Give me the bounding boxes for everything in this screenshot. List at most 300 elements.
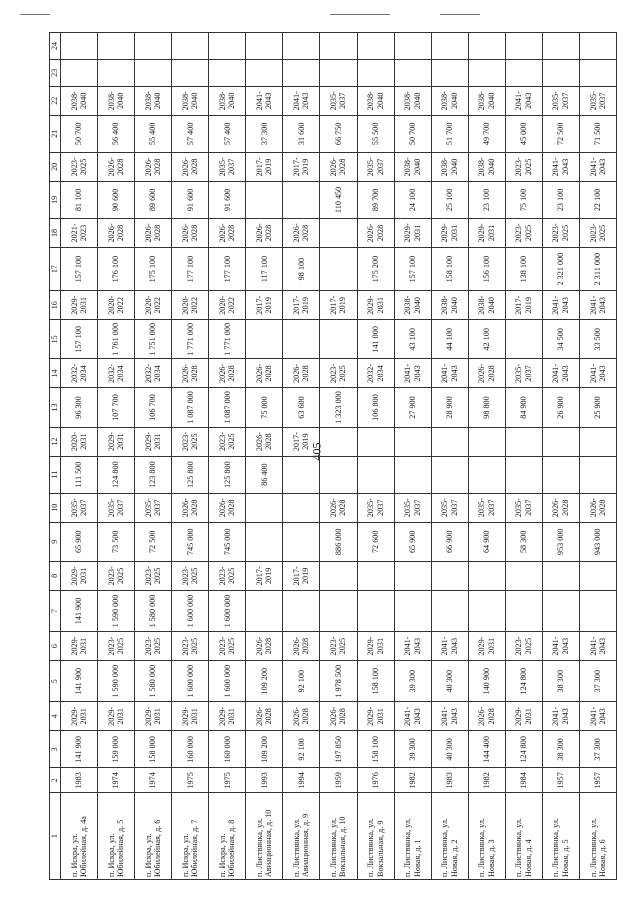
table-row — [431, 33, 468, 880]
column-header: 19 — [50, 181, 61, 218]
table-row — [468, 33, 505, 880]
table-cell: 1 580 000 — [135, 590, 172, 631]
table-cell: 2026-2028 — [320, 152, 357, 181]
table-cell: 125 800 — [172, 456, 209, 493]
table-cell — [283, 522, 320, 561]
table-cell: 123 800 — [135, 456, 172, 493]
address-cell: п. Листвянка, ул. Авиационная, д. 10 — [246, 793, 283, 880]
table-cell — [468, 427, 505, 456]
table-cell — [579, 456, 616, 493]
table-cell — [431, 590, 468, 631]
table-cell: 2026-2028 — [172, 493, 209, 522]
table-cell: 37 300 — [579, 661, 616, 702]
table-cell — [61, 59, 98, 86]
address-cell: п. Искра, ул. Юбилейная, д. 8 — [209, 793, 246, 880]
table-cell: 2041-2043 — [542, 702, 579, 731]
table-cell: 2023-2025 — [135, 632, 172, 661]
scan-artifact-line — [20, 14, 50, 15]
column-header: 2 — [50, 768, 61, 793]
table-cell: 2041-2043 — [394, 359, 431, 388]
table-cell: 2026-2028 — [283, 632, 320, 661]
table-cell: 2026-2028 — [246, 359, 283, 388]
table-cell — [542, 456, 579, 493]
table-cell: 2038-2040 — [357, 86, 394, 115]
table-cell: 2041-2043 — [579, 152, 616, 181]
table-cell: 2023-2025 — [542, 218, 579, 247]
table-cell: 2038-2040 — [172, 86, 209, 115]
table-cell: 2029-2031 — [61, 291, 98, 320]
table-cell: 1993 — [246, 768, 283, 793]
table-cell: 2038-2040 — [394, 152, 431, 181]
address-cell: п. Искра, ул. Юбилейная, д. 5 — [98, 793, 135, 880]
table-cell: 2038-2040 — [135, 86, 172, 115]
table-cell: 2038-2040 — [394, 86, 431, 115]
table-cell: 2041-2043 — [394, 702, 431, 731]
table-cell: 34 500 — [542, 320, 579, 359]
table-cell: 2026-2028 — [357, 218, 394, 247]
table-cell: 91 600 — [209, 181, 246, 218]
table-cell: 58 300 — [505, 522, 542, 561]
table-cell: 2026-2028 — [98, 152, 135, 181]
table-cell: 2038-2040 — [209, 86, 246, 115]
table-cell — [505, 590, 542, 631]
table-cell: 2023-2025 — [209, 632, 246, 661]
table-cell: 71 500 — [579, 115, 616, 152]
table-cell: 1 751 000 — [135, 320, 172, 359]
table-cell: 175 200 — [357, 247, 394, 290]
column-header: 9 — [50, 522, 61, 561]
table-cell: 2023-2025 — [209, 561, 246, 590]
table-cell: 2026-2028 — [135, 152, 172, 181]
table-cell — [431, 456, 468, 493]
table-cell — [468, 590, 505, 631]
table-cell — [246, 59, 283, 86]
table-cell: 745 000 — [172, 522, 209, 561]
table-cell — [283, 59, 320, 86]
table-cell — [579, 59, 616, 86]
table-cell — [320, 33, 357, 60]
table-cell: 1 771 000 — [209, 320, 246, 359]
table-cell: 23 100 — [468, 181, 505, 218]
table-cell: 106 800 — [357, 388, 394, 427]
table-cell: 2026-2028 — [468, 359, 505, 388]
table-cell: 2020-2022 — [135, 291, 172, 320]
table-cell: 1982 — [394, 768, 431, 793]
table-cell: 745 000 — [209, 522, 246, 561]
table-cell: 110 450 — [320, 181, 357, 218]
table-cell: 1975 — [209, 768, 246, 793]
table-cell: 1957 — [542, 768, 579, 793]
table-row — [172, 33, 209, 880]
table-cell: 2026-2028 — [172, 152, 209, 181]
column-header: 16 — [50, 291, 61, 320]
table-cell: 2035-2037 — [505, 493, 542, 522]
table-cell: 37 300 — [579, 731, 616, 768]
table-cell: 2041-2043 — [579, 359, 616, 388]
table-cell — [505, 561, 542, 590]
column-header: 23 — [50, 59, 61, 86]
table-cell — [431, 59, 468, 86]
address-cell: п. Искра, ул. Юбилейная, д. 4а — [61, 793, 98, 880]
table-cell: 2026-2028 — [209, 218, 246, 247]
table-cell: 177 100 — [172, 247, 209, 290]
table-cell: 2026-2028 — [283, 218, 320, 247]
table-cell: 98 100 — [283, 247, 320, 290]
table-cell: 2029-2031 — [172, 702, 209, 731]
table-cell: 158 000 — [135, 731, 172, 768]
table-cell: 175 100 — [135, 247, 172, 290]
table-cell: 2023-2025 — [209, 427, 246, 456]
table-cell: 98 800 — [468, 388, 505, 427]
table-cell: 1976 — [357, 768, 394, 793]
table-cell: 65 900 — [61, 522, 98, 561]
table-cell: 2020-2022 — [172, 291, 209, 320]
table-cell — [283, 33, 320, 60]
table-cell — [357, 456, 394, 493]
table-cell: 2017-2019 — [246, 561, 283, 590]
table-cell: 42 100 — [468, 320, 505, 359]
table-cell: 2035-2037 — [468, 493, 505, 522]
table-cell: 2017-2019 — [283, 291, 320, 320]
column-header: 8 — [50, 561, 61, 590]
column-header: 3 — [50, 731, 61, 768]
table-cell: 886 000 — [320, 522, 357, 561]
column-header: 21 — [50, 115, 61, 152]
table-cell — [542, 33, 579, 60]
table-cell — [135, 33, 172, 60]
table-cell: 140 900 — [468, 661, 505, 702]
table-cell: 2026-2028 — [283, 702, 320, 731]
table-cell: 2041-2043 — [431, 359, 468, 388]
table-cell — [431, 561, 468, 590]
table-cell — [320, 59, 357, 86]
table-cell — [357, 561, 394, 590]
table-cell: 2041-2043 — [542, 291, 579, 320]
table-row — [246, 33, 283, 880]
table-row — [394, 33, 431, 880]
rotated-table-frame — [49, 32, 617, 880]
table-cell: 2029-2031 — [357, 702, 394, 731]
table-cell: 2023-2025 — [135, 561, 172, 590]
table-cell — [246, 590, 283, 631]
table-cell: 2 321 000 — [542, 247, 579, 290]
table-row — [357, 33, 394, 880]
table-cell: 43 100 — [394, 320, 431, 359]
table-cell — [579, 427, 616, 456]
table-cell: 2026-2028 — [320, 493, 357, 522]
table-cell: 64 900 — [468, 522, 505, 561]
table-cell: 2023-2025 — [172, 561, 209, 590]
table-cell: 2026-2028 — [246, 632, 283, 661]
table-cell — [283, 320, 320, 359]
table-cell: 2032-2034 — [98, 359, 135, 388]
table-cell: 141 900 — [61, 731, 98, 768]
column-header: 20 — [50, 152, 61, 181]
table-cell: 117 100 — [246, 247, 283, 290]
table-cell — [542, 590, 579, 631]
column-header: 10 — [50, 493, 61, 522]
table-cell: 1974 — [135, 768, 172, 793]
table-cell: 2026-2028 — [246, 427, 283, 456]
table-cell: 1 580 000 — [135, 661, 172, 702]
table-cell: 2029-2031 — [98, 702, 135, 731]
table-cell: 1994 — [283, 768, 320, 793]
table-cell: 2035-2037 — [135, 493, 172, 522]
table-cell — [394, 590, 431, 631]
table-cell — [283, 181, 320, 218]
table-cell — [468, 561, 505, 590]
table-cell: 1 590 000 — [98, 590, 135, 631]
table-cell: 197 850 — [320, 731, 357, 768]
table-cell: 158 100 — [357, 731, 394, 768]
table-cell: 2038-2040 — [431, 86, 468, 115]
table-cell: 157 100 — [394, 247, 431, 290]
table-cell: 160 000 — [172, 731, 209, 768]
table-cell: 138 100 — [505, 247, 542, 290]
table-cell: 2017-2019 — [283, 561, 320, 590]
column-header: 1 — [50, 793, 61, 880]
table-cell — [579, 561, 616, 590]
table-cell: 28 900 — [431, 388, 468, 427]
table-cell: 2026-2028 — [172, 359, 209, 388]
table-cell: 26 900 — [542, 388, 579, 427]
table-cell: 40 300 — [431, 661, 468, 702]
table-cell: 158 100 — [431, 247, 468, 290]
table-cell — [246, 33, 283, 60]
table-cell: 1983 — [431, 768, 468, 793]
table-cell: 2026-2028 — [542, 493, 579, 522]
table-cell: 2023-2025 — [98, 561, 135, 590]
table-cell: 84 900 — [505, 388, 542, 427]
table-cell — [505, 33, 542, 60]
table-cell: 109 200 — [246, 661, 283, 702]
table-cell: 2029-2031 — [468, 632, 505, 661]
table-cell: 124 800 — [505, 731, 542, 768]
table-cell — [394, 561, 431, 590]
table-cell — [320, 590, 357, 631]
table-cell — [468, 33, 505, 60]
table-cell: 2041-2043 — [542, 632, 579, 661]
column-header: 18 — [50, 218, 61, 247]
table-cell — [320, 456, 357, 493]
table-cell: 2026-2028 — [283, 359, 320, 388]
table-cell — [542, 561, 579, 590]
table-cell: 2035-2037 — [394, 493, 431, 522]
table-cell: 50 700 — [61, 115, 98, 152]
table-cell: 2041-2043 — [579, 291, 616, 320]
table-cell: 160 000 — [209, 731, 246, 768]
table-cell: 2023-2025 — [172, 427, 209, 456]
table-cell: 2035-2037 — [542, 86, 579, 115]
table-cell — [320, 320, 357, 359]
table-cell: 2029-2031 — [468, 218, 505, 247]
table-cell: 1975 — [172, 768, 209, 793]
scan-artifact-line — [330, 14, 390, 15]
table-cell — [505, 320, 542, 359]
table-cell: 2041-2043 — [579, 632, 616, 661]
table-cell: 86 400 — [246, 456, 283, 493]
address-cell: п. Листвянка, ул. Новая, д. 2 — [431, 793, 468, 880]
table-cell: 23 100 — [542, 181, 579, 218]
table-cell: 2035-2037 — [431, 493, 468, 522]
table-cell: 75 000 — [246, 388, 283, 427]
table-cell: 2017-2019 — [283, 427, 320, 456]
table-cell: 45 000 — [505, 115, 542, 152]
table-cell: 24 100 — [394, 181, 431, 218]
table-cell: 159 000 — [98, 731, 135, 768]
table-cell: 2026-2028 — [320, 702, 357, 731]
table-cell: 2041-2043 — [542, 152, 579, 181]
table-cell: 90 600 — [98, 181, 135, 218]
table-cell — [357, 590, 394, 631]
table-row — [579, 33, 616, 880]
table-cell: 2029-2031 — [135, 702, 172, 731]
table-cell: 2035-2037 — [579, 86, 616, 115]
table-row — [320, 33, 357, 880]
table-cell — [209, 33, 246, 60]
table-cell — [505, 456, 542, 493]
table-cell: 2023-2025 — [98, 632, 135, 661]
table-cell: 2038-2040 — [431, 152, 468, 181]
table-cell: 1 978 500 — [320, 661, 357, 702]
table-cell: 2029-2031 — [394, 218, 431, 247]
table-cell: 141 900 — [61, 661, 98, 702]
table-cell: 106 700 — [135, 388, 172, 427]
address-cell: п. Листвянка, ул. Новая, д. 5 — [542, 793, 579, 880]
table-cell: 2038-2040 — [468, 152, 505, 181]
table-row — [209, 33, 246, 880]
table-cell: 1 087 000 — [172, 388, 209, 427]
table-cell: 2026-2028 — [246, 702, 283, 731]
table-cell: 2041-2043 — [246, 86, 283, 115]
table-cell: 2038-2040 — [394, 291, 431, 320]
table-cell: 66 750 — [320, 115, 357, 152]
table-cell: 2023-2025 — [505, 218, 542, 247]
table-cell — [542, 59, 579, 86]
table-cell: 39 300 — [394, 661, 431, 702]
table-container — [49, 32, 617, 880]
table-cell: 111 500 — [61, 456, 98, 493]
table-cell: 2026-2028 — [468, 702, 505, 731]
table-cell — [320, 561, 357, 590]
table-cell — [320, 218, 357, 247]
address-cell: п. Искра, ул. Юбилейная, д. 6 — [135, 793, 172, 880]
address-cell: п. Листвянка, ул. Новая, д. 6 — [579, 793, 616, 880]
table-cell: 2017-2019 — [320, 291, 357, 320]
table-cell: 89 700 — [357, 181, 394, 218]
table-cell: 2038-2040 — [468, 86, 505, 115]
table-cell — [209, 59, 246, 86]
table-row — [61, 33, 98, 880]
table-cell: 1 087 000 — [209, 388, 246, 427]
table-cell: 2035-2037 — [357, 152, 394, 181]
table-cell: 2023-2025 — [61, 152, 98, 181]
table-cell: 38 300 — [542, 731, 579, 768]
table-cell: 2023-2025 — [505, 152, 542, 181]
table-row — [542, 33, 579, 880]
table-cell: 943 000 — [579, 522, 616, 561]
column-header: 6 — [50, 632, 61, 661]
table-cell: 75 100 — [505, 181, 542, 218]
table-cell: 1 600 000 — [172, 590, 209, 631]
table-cell — [394, 59, 431, 86]
table-cell: 2041-2043 — [579, 702, 616, 731]
table-cell — [505, 427, 542, 456]
table-cell: 2035-2037 — [209, 152, 246, 181]
table-cell: 2035-2037 — [505, 359, 542, 388]
table-cell — [246, 181, 283, 218]
table-cell: 72 500 — [542, 115, 579, 152]
table-cell — [246, 320, 283, 359]
table-cell: 72 500 — [135, 522, 172, 561]
table-cell: 2032-2034 — [357, 359, 394, 388]
table-cell — [246, 493, 283, 522]
table-cell: 2029-2031 — [505, 702, 542, 731]
table-cell: 177 100 — [209, 247, 246, 290]
column-header: 22 — [50, 86, 61, 115]
table-cell: 2017-2019 — [246, 291, 283, 320]
table-cell: 1 600 000 — [209, 590, 246, 631]
address-cell: п. Листвянка, ул. Новая, д. 1 — [394, 793, 431, 880]
table-cell: 40 300 — [431, 731, 468, 768]
table-cell: 141 000 — [357, 320, 394, 359]
column-header: 7 — [50, 590, 61, 631]
table-cell: 2029-2031 — [98, 427, 135, 456]
table-cell: 72 600 — [357, 522, 394, 561]
table-cell — [98, 59, 135, 86]
table-cell: 38 300 — [542, 661, 579, 702]
table-body — [61, 33, 617, 880]
table-cell: 144 400 — [468, 731, 505, 768]
table-cell: 51 700 — [431, 115, 468, 152]
table-cell: 2020-2022 — [98, 291, 135, 320]
column-header: 14 — [50, 359, 61, 388]
column-header: 13 — [50, 388, 61, 427]
table-cell: 31 600 — [283, 115, 320, 152]
table-cell: 44 100 — [431, 320, 468, 359]
table-cell — [431, 33, 468, 60]
address-cell: п. Листвянка, ул. Авиационная, д. 9 — [283, 793, 320, 880]
table-cell: 2038-2040 — [431, 291, 468, 320]
column-header: 17 — [50, 247, 61, 290]
table-cell: 73 500 — [98, 522, 135, 561]
table-cell: 2041-2043 — [394, 632, 431, 661]
table-cell: 89 600 — [135, 181, 172, 218]
table-cell: 157 100 — [61, 247, 98, 290]
table-cell: 2026-2028 — [135, 218, 172, 247]
table-cell: 2032-2034 — [135, 359, 172, 388]
table-cell: 25 100 — [431, 181, 468, 218]
table-cell: 2017-2019 — [505, 291, 542, 320]
table-cell: 125 800 — [209, 456, 246, 493]
table-cell: 37 300 — [246, 115, 283, 152]
table-cell: 2023-2025 — [505, 632, 542, 661]
table-cell — [320, 427, 357, 456]
table-cell: 2035-2037 — [357, 493, 394, 522]
table-cell: 2029-2031 — [431, 218, 468, 247]
table-cell: 953 000 — [542, 522, 579, 561]
table-cell: 56 400 — [98, 115, 135, 152]
table-cell: 2 311 000 — [579, 247, 616, 290]
table-cell: 2032-2034 — [61, 359, 98, 388]
table-cell: 2020-2031 — [61, 427, 98, 456]
table-cell: 2021-2023 — [61, 218, 98, 247]
table-cell: 2041-2043 — [283, 86, 320, 115]
table-cell: 57 400 — [172, 115, 209, 152]
header-row — [50, 33, 61, 880]
column-header: 12 — [50, 427, 61, 456]
table-cell: 2041-2043 — [431, 632, 468, 661]
